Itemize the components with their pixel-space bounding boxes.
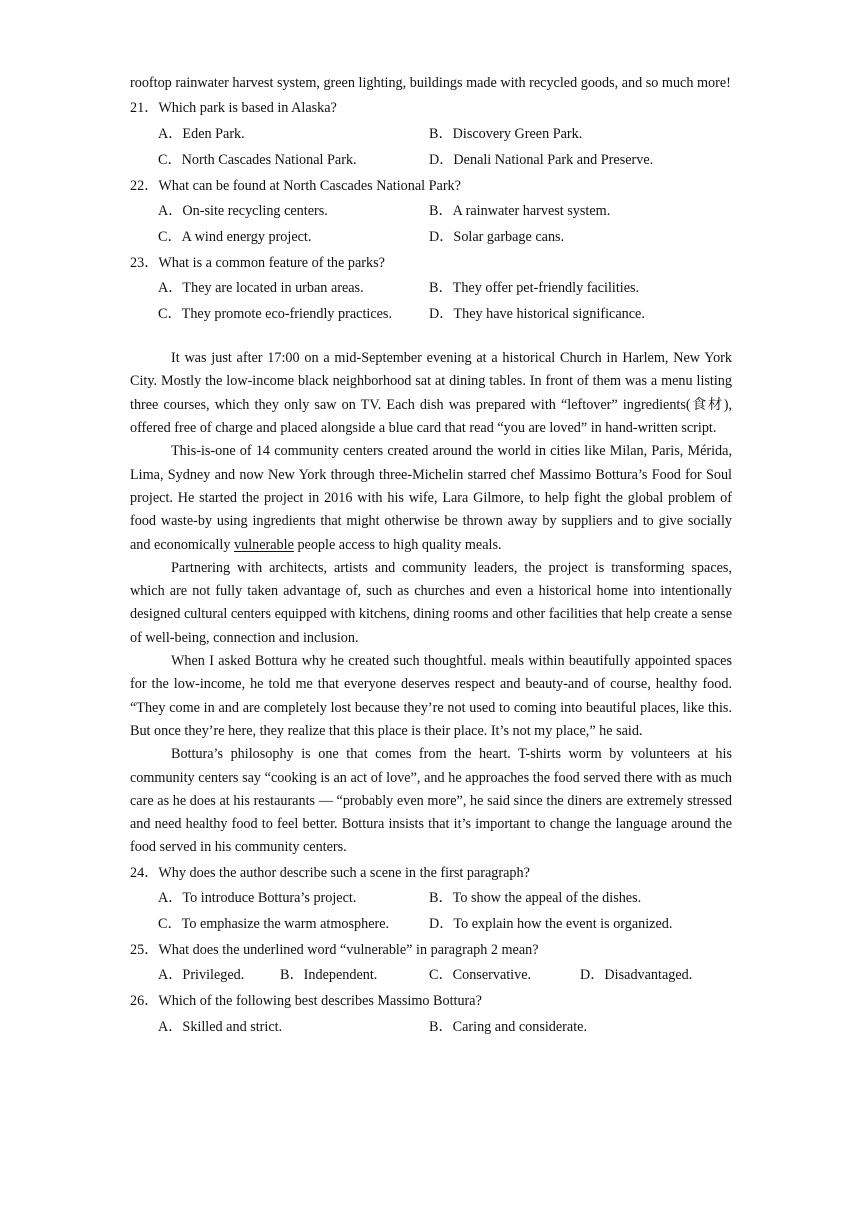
q24-option-b[interactable]: B．To show the appeal of the dishes.	[429, 890, 642, 907]
q25-option-d[interactable]: D．Disadvantaged.	[580, 967, 693, 984]
q22-option-c[interactable]: C．A wind energy project.	[158, 228, 312, 245]
document-page	[130, 72, 732, 1040]
q23-option-c[interactable]: C．They promote eco-friendly practices.	[158, 306, 393, 323]
q22-option-a[interactable]: A．On-site recycling centers.	[158, 202, 328, 219]
passage-paragraph-2	[130, 440, 732, 556]
q21-option-a[interactable]: A．Eden Park.	[158, 125, 245, 142]
q26-options-row-1	[130, 1014, 732, 1040]
q21-option-c[interactable]: C．North Cascades National Park.	[158, 151, 357, 168]
q22-option-b[interactable]: B．A rainwater harvest system.	[429, 202, 611, 219]
q24-options-row-2	[130, 911, 732, 937]
passage-paragraph-1: It was just after 17:00 on a mid-September evening at a historical Church in Harlem, New York City. Mostly the low-income black neighborhood sat at dining tables. In front of them was a menu listing three courses, which they only saw on TV. Each dish was prepared with “leftover” ingredients(食材), offered free of charge and placed alongside a blue card that read “you are loved” in hand-written script.	[130, 350, 732, 437]
q24-option-a[interactable]: A．To introduce Bottura’s project.	[158, 890, 357, 907]
q23-options-row-2	[130, 301, 732, 327]
q22-options-row-1	[130, 198, 732, 224]
q26-option-b[interactable]: B．Caring and considerate.	[429, 1018, 587, 1035]
q23-options-row-1	[130, 275, 732, 301]
passage-paragraph-4: When I asked Bottura why he created such thoughtful. meals within beautifully appointed spaces for the low-income, he told me that everyone deserves respect and beauty-and of course, healthy food. “They come in and are completely lost because they’re not used to coming into beautiful places, like this. But once they’re here, they realize that this place is their place. It’s not my place,” he said.	[130, 653, 732, 739]
question-22: 22．What can be found at North Cascades National Park?	[130, 177, 461, 194]
q23-option-b[interactable]: B．They offer pet-friendly facilities.	[429, 280, 640, 297]
q25-option-a[interactable]: A．Privileged.	[158, 967, 245, 984]
q25-option-b[interactable]: B．Independent.	[280, 967, 378, 984]
q21-options-row-2	[130, 147, 732, 173]
question-23: 23．What is a common feature of the parks?	[130, 254, 385, 271]
q24-options-row-1	[130, 885, 732, 911]
intro-paragraph-tail: rooftop rainwater harvest system, green lighting, buildings made with recycled goods, and so much more!	[130, 75, 731, 91]
q22-options-row-2	[130, 224, 732, 250]
question-21: 21．Which park is based in Alaska?	[130, 100, 337, 117]
q21-options-row-1	[130, 121, 732, 147]
q25-options-row	[130, 962, 732, 988]
underlined-word-vulnerable: vulnerable	[234, 536, 294, 553]
passage-paragraph-3: Partnering with architects, artists and community leaders, the project is transforming spaces, which are not fully taken advantage of, such as churches and even a historical home into intentionally designed cultural centers equipped with kitchens, dining rooms and other facilities that help create a sense of well-being, connection and inclusion.	[130, 559, 732, 646]
passage-p2-after: people access to high quality meals.	[293, 536, 502, 553]
q21-option-d[interactable]: D．Denali National Park and Preserve.	[429, 151, 654, 168]
q24-option-c[interactable]: C．To emphasize the warm atmosphere.	[158, 916, 390, 933]
question-25: 25．What does the underlined word “vulnerable” in paragraph 2 mean?	[130, 942, 539, 959]
q24-option-d[interactable]: D．To explain how the event is organized.	[429, 916, 673, 933]
question-26: 26．Which of the following best describes Massimo Bottura?	[130, 993, 482, 1010]
q25-option-c[interactable]: C．Conservative.	[429, 967, 532, 984]
question-24: 24．Why does the author describe such a scene in the first paragraph?	[130, 864, 530, 881]
q26-option-a[interactable]: A．Skilled and strict.	[158, 1018, 283, 1035]
q23-option-d[interactable]: D．They have historical significance.	[429, 306, 645, 323]
q22-option-d[interactable]: D．Solar garbage cans.	[429, 228, 565, 245]
passage-p2-before: This-is-one of 14 community centers created around the world in cities like Milan, Paris, Mérida, Lima, Sydney and now New York through three-Michelin starred chef Massimo Bottura’s Food for Soul project. He started the project in 2016 with his wife, Lara Gilmore, to help fight the global problem of food waste-by using ingredients that might otherwise be thrown away by suppliers and to give socially and economically	[130, 443, 732, 553]
passage-paragraph-5: Bottura’s philosophy is one that comes from the heart. T-shirts worm by volunteers at his community centers say “cooking is an act of love”, and he approaches the food served there with as much care as he does at his restaurants — “probably even more”, he said since the diners are extremely stressed and need healthy food to feel better. Bottura insists that it’s important to change the language around the food served in his community centers.	[130, 746, 732, 856]
q21-option-b[interactable]: B．Discovery Green Park.	[429, 125, 583, 142]
section-gap	[130, 327, 732, 347]
q23-option-a[interactable]: A．They are located in urban areas.	[158, 280, 364, 297]
